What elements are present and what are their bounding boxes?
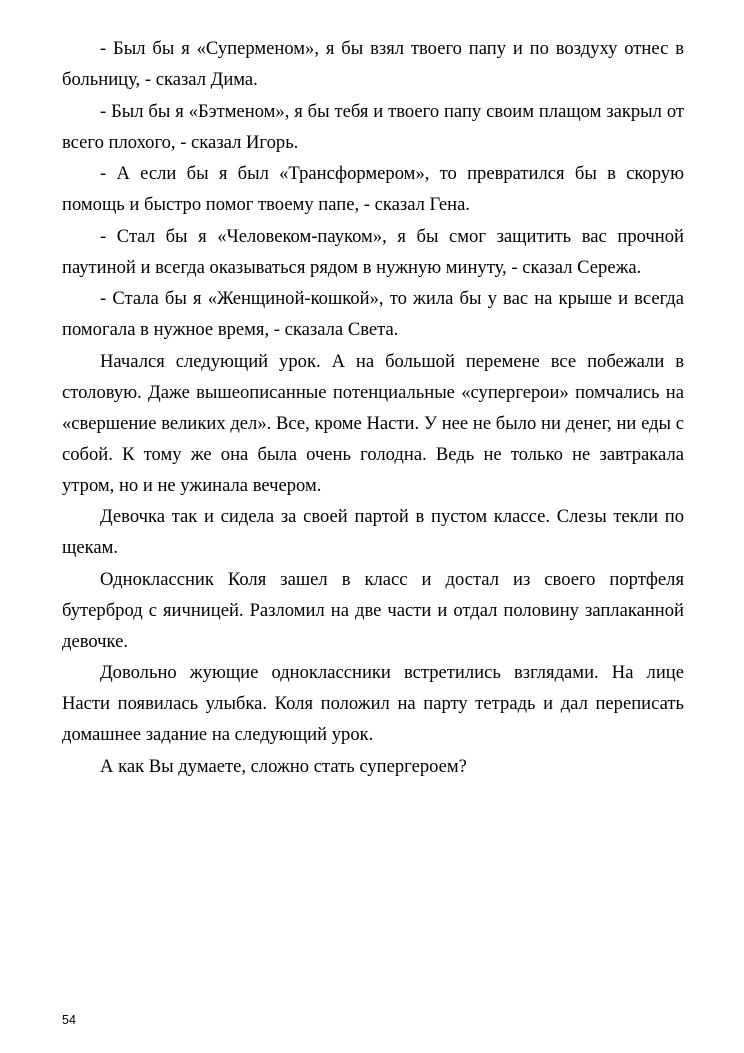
paragraph-batman: - Был бы я «Бэтменом», я бы тебя и твоего папу своим плащом закрыл от всего плохого, - сказал Игорь.	[62, 100, 684, 153]
paragraph-kolya-sandwich: Одноклассник Коля зашел в класс и достал из своего портфеля бутерброд с яичницей. Разломил на две части и отдал половину заплаканной девочке.	[62, 568, 684, 652]
paragraph-closing-question: А как Вы думаете, сложно стать супергероем?	[100, 755, 467, 777]
page-number: 54	[62, 1013, 76, 1027]
body-text-column	[62, 33, 684, 782]
paragraph-catwoman: - Стала бы я «Женщиной-кошкой», то жила бы у вас на крыше и всегда помогала в нужное время, - сказала Света.	[62, 288, 684, 340]
paragraph-transformer: - А если бы я был «Трансформером», то превратился бы в скорую помощь и быстро помог твоему папе, - сказал Гена.	[62, 163, 684, 215]
paragraph-girl-at-desk: Девочка так и сидела за своей партой в пустом классе. Слезы текли по щекам.	[62, 506, 684, 558]
paragraph-smile: Довольно жующие одноклассники встретились взглядами. На лице Насти появилась улыбка. Коля положил на парту тетрадь и дал переписать домашнее задание на следующий урок.	[62, 662, 684, 745]
paragraph-spiderman: - Стал бы я «Человеком-пауком», я бы смог защитить вас прочной паутиной и всегда оказываться рядом в нужную минуту, - сказал Сережа.	[62, 225, 684, 278]
paragraph-next-lesson: Начался следующий урок. А на большой перемене все побежали в столовую. Даже вышеописанные потенциальные «супергерои» помчались на «свершение великих дел». Все, кроме Насти. У нее не было ни денег, ни еды с собой. К тому же она была очень голодна. Ведь не только не завтракала утром, но и не ужинала вечером.	[62, 350, 684, 496]
paragraph-superman: - Был бы я «Суперменом», я бы взял твоего папу и по воздуху отнес в больницу, - сказал Дима.	[62, 38, 684, 90]
